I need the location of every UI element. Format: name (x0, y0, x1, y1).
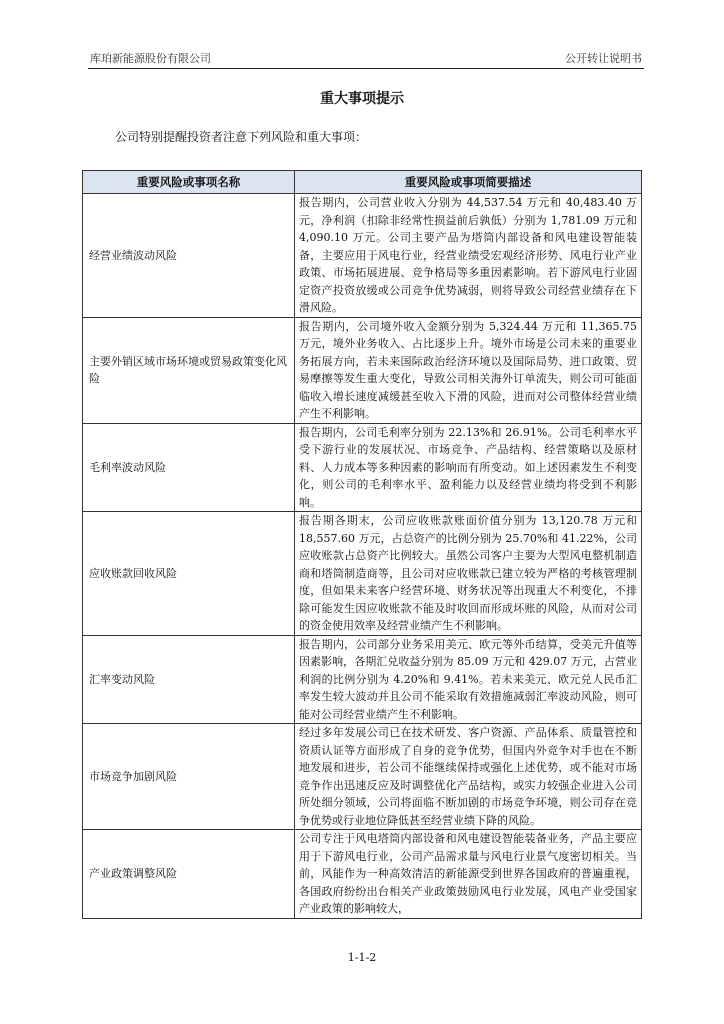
table-header-row (83, 171, 642, 194)
page-number: 1-1-2 (347, 951, 377, 964)
table-row (83, 724, 642, 830)
risk-desc: 公司专注于风电塔筒内部设备和风电建设智能装备业务，产品主要应用于下游风电行业，公司产品需求量与风电行业景气度密切相关。当前，风能作为一种高效清洁的新能源受到世界各国政府的普遍重视，各国政府纷纷出台相关产业政策鼓励风电行业发展，风电产业受国家产业政策的影响较大， (295, 830, 642, 919)
table-row (83, 512, 642, 636)
risk-desc: 报告期内，公司部分业务采用美元、欧元等外币结算，受美元升值等因素影响，各期汇兑收益分别为 85.09 万元和 429.07 万元，占营业利润的比例分别为 4.20%和 9.41%。若未来美元、欧元兑人民币汇率发生较大波动并且公司不能采取有效措施减弱汇率波动风险，则可能对公司经营业绩产生不利影响。 (295, 635, 642, 724)
table-row (83, 423, 642, 512)
risk-name: 主要外销区域市场环境或贸易政策变化风险 (83, 317, 295, 423)
risk-desc: 报告期各期末，公司应收账款账面价值分别为 13,120.78 万元和 18,557.60 万元，占总资产的比例分别为 25.70%和 41.22%，公司应收账款占总资产比例较大。虽然公司客户主要为大型风电整机制造商和塔筒制造商等，且公司对应收账款已建立较为严格的考核管理制度，但如果未来客户经营环境、财务状况等出现重大不利变化，不排除可能发生因应收账款不能及时收回而形成坏账的风险，从而对公司的资金使用效率及经营业绩产生不利影响。 (295, 512, 642, 636)
table-row (83, 830, 642, 919)
header-company: 库珀新能源股份有限公司 (90, 52, 211, 65)
risk-name: 毛利率波动风险 (83, 423, 295, 512)
risk-desc: 经过多年发展公司已在技术研发、客户资源、产品体系、质量管控和资质认证等方面形成了自身的竞争优势，但国内外竞争对手也在不断地发展和进步，若公司不能继续保持或强化上述优势，或不能对市场竞争作出迅速反应及时调整优化产品结构，或实力较强企业进入公司所处细分领域，公司将面临不断加剧的市场竞争环境，则公司存在竞争优势或行业地位降低甚至经营业绩下降的风险。 (295, 724, 642, 830)
risk-name: 应收账款回收风险 (83, 512, 295, 636)
risk-table (82, 170, 642, 919)
table-row (83, 635, 642, 724)
risk-name: 市场竞争加剧风险 (83, 724, 295, 830)
table-row (83, 194, 642, 318)
header-doc-type: 公开转让说明书 (565, 52, 642, 65)
page-title: 重大事项提示 (320, 91, 404, 107)
col-header-desc: 重要风险或事项简要描述 (295, 171, 642, 194)
col-header-name: 重要风险或事项名称 (83, 171, 295, 194)
risk-desc: 报告期内，公司毛利率分别为 22.13%和 26.91%。公司毛利率水平受下游行业的发展状况、市场竞争、产品结构、经营策略以及原材料、人力成本等多种因素的影响而有所变动。如上述因素发生不利变化，则公司的毛利率水平、盈利能力以及经营业绩均将受到不利影响。 (295, 423, 642, 512)
page-header (88, 48, 644, 69)
risk-desc: 报告期内，公司营业收入分别为 44,537.54 万元和 40,483.40 万元，净利润（扣除非经常性损益前后孰低）分别为 1,781.09 万元和 4,090.10 万元。公司主要产品为塔筒内部设备和风电建设智能装备，主要应用于风电行业，经营业绩受宏观经济形势、风电行业产业政策、市场拓展进展、竞争格局等多重因素影响。若下游风电行业固定资产投资放缓或公司竞争优势减弱，则将导致公司经营业绩存在下滑风险。 (295, 194, 642, 318)
risk-name: 经营业绩波动风险 (83, 194, 295, 318)
risk-desc: 报告期内，公司境外收入金额分别为 5,324.44 万元和 11,365.75 万元，境外业务收入、占比逐步上升。境外市场是公司未来的重要业务拓展方向，若未来国际政治经济环境以及国际局势、进口政策、贸易摩擦等发生重大变化，导致公司相关海外订单流失，则公司可能面临收入增长速度减缓甚至收入下滑的风险，进而对公司整体经营业绩产生不利影响。 (295, 317, 642, 423)
intro-text: 公司特别提醒投资者注意下列风险和重大事项： (115, 130, 368, 144)
risk-name: 汇率变动风险 (83, 635, 295, 724)
risk-name: 产业政策调整风险 (83, 830, 295, 919)
table-row (83, 317, 642, 423)
